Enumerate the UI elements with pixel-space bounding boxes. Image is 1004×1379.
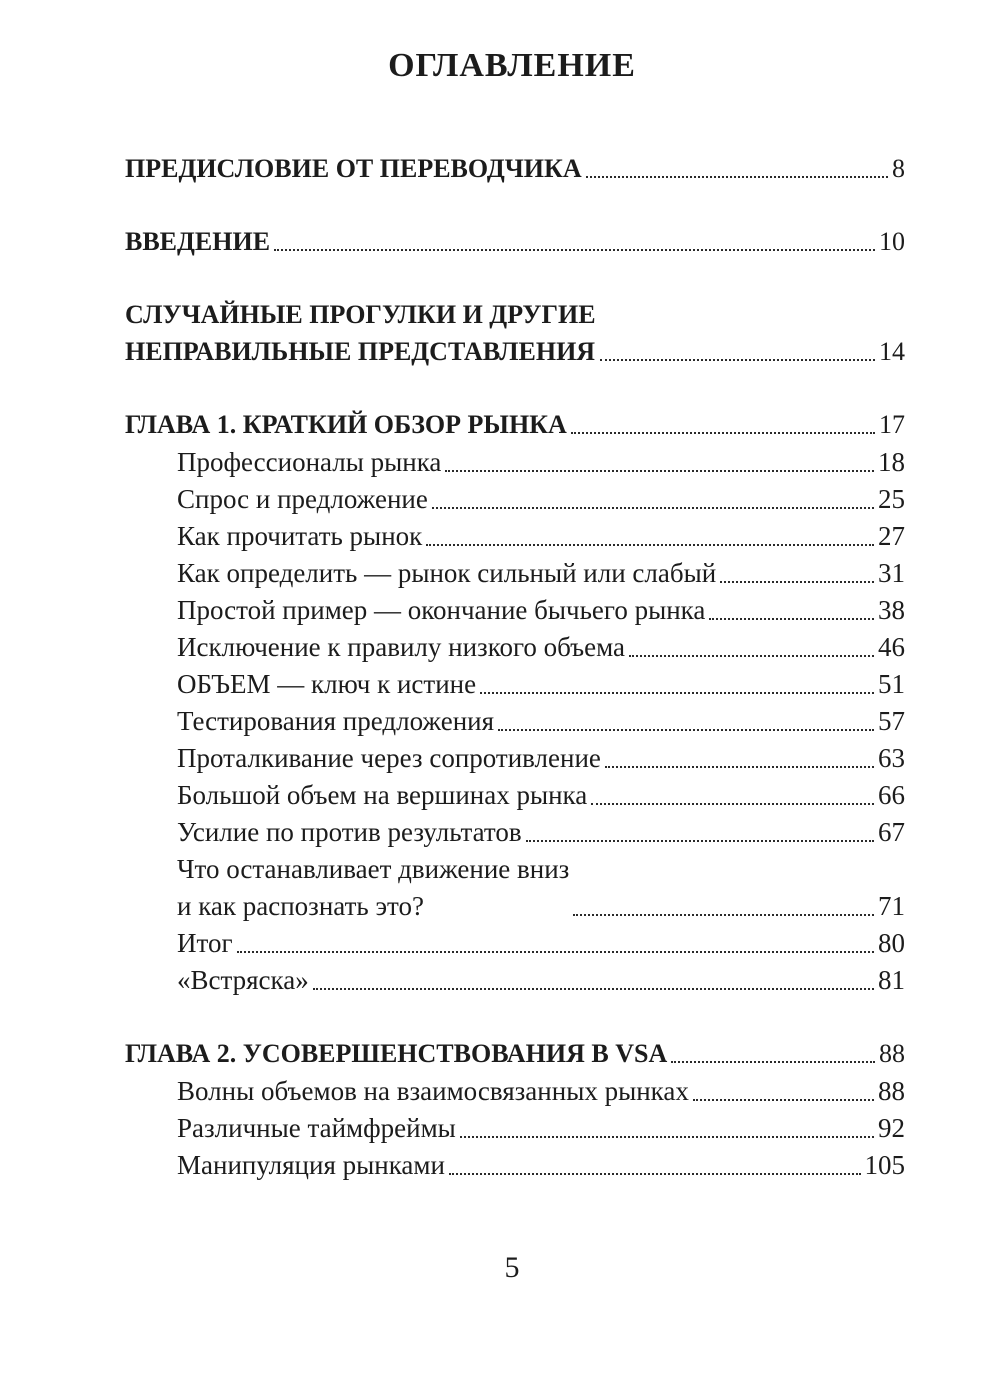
toc-entry-page: 8: [892, 154, 905, 183]
dot-leader: [498, 729, 874, 731]
toc-subentry-page: 31: [878, 558, 905, 588]
toc-subentry[interactable]: [125, 666, 905, 703]
dot-leader: [671, 1061, 875, 1063]
toc-subentry-page: 66: [878, 780, 905, 810]
toc-subentry-title: Профессионалы рынка: [177, 447, 442, 477]
dot-leader: [693, 1099, 874, 1101]
dot-leader: [480, 692, 874, 694]
toc-subentry[interactable]: [125, 592, 905, 629]
dot-leader: [460, 1136, 874, 1138]
dot-leader: [709, 618, 874, 620]
toc-entry-chapter-2[interactable]: [125, 1035, 905, 1072]
toc-subentry-page: 51: [878, 669, 905, 699]
chapter-2-group: [125, 1035, 905, 1184]
toc-entry-page: 14: [879, 337, 905, 366]
toc-subentry-title: Усилие по против результатов: [177, 817, 522, 847]
toc-subentry[interactable]: [125, 962, 905, 999]
table-of-contents: [125, 150, 905, 1220]
toc-subentry-title: Проталкивание через сопротивление: [177, 743, 601, 773]
toc-subentry[interactable]: [125, 629, 905, 666]
toc-subentry-page: 25: [878, 484, 905, 514]
toc-subentry[interactable]: [125, 777, 905, 814]
toc-entry-title: ВВЕДЕНИЕ: [125, 227, 271, 256]
dot-leader: [605, 766, 874, 768]
dot-leader: [449, 1173, 861, 1175]
toc-subentry-title: Исключение к правилу низкого объема: [177, 632, 625, 662]
toc-subentry-title: Манипуляция рынками: [177, 1150, 445, 1180]
toc-subentry-page: 88: [878, 1076, 905, 1106]
toc-subentry-title: Как прочитать рынок: [177, 521, 423, 551]
toc-subentry-page: 92: [878, 1113, 905, 1143]
toc-entry-random-walks[interactable]: [125, 296, 905, 370]
toc-subentry[interactable]: [125, 703, 905, 740]
dot-leader: [526, 840, 874, 842]
toc-entry-title: ГЛАВА 1. КРАТКИЙ ОБЗОР РЫНКА: [125, 410, 567, 439]
dot-leader: [426, 544, 874, 546]
toc-subentry[interactable]: [125, 814, 905, 851]
dot-leader: [720, 581, 874, 583]
toc-entry-chapter-1[interactable]: [125, 406, 905, 443]
toc-subentry-page: 63: [878, 743, 905, 773]
toc-entry-introduction[interactable]: [125, 223, 905, 260]
dot-leader: [445, 470, 874, 472]
toc-subentry-title: «Встряска»: [177, 965, 309, 995]
toc-subentry-page: 71: [878, 891, 905, 921]
toc-subentry-page: 80: [878, 928, 905, 958]
toc-subentry-title: Различные таймфреймы: [177, 1113, 456, 1143]
dot-leader: [274, 249, 875, 251]
toc-subentry[interactable]: [125, 1073, 905, 1110]
toc-subentry[interactable]: [125, 1110, 905, 1147]
toc-entry-page: 17: [879, 410, 905, 439]
toc-entry-preface[interactable]: [125, 150, 905, 187]
toc-subentry[interactable]: [125, 925, 905, 962]
toc-subentry-page: 57: [878, 706, 905, 736]
toc-subentry-page: 18: [878, 447, 905, 477]
toc-subentry-page: 105: [864, 1150, 905, 1180]
dot-leader: [591, 803, 874, 805]
toc-subentry[interactable]: [125, 1147, 905, 1184]
toc-entry-title: ГЛАВА 2. УСОВЕРШЕНСТВОВАНИЯ В VSA: [125, 1039, 668, 1068]
toc-subentry-page: 81: [878, 965, 905, 995]
dot-leader: [237, 951, 874, 953]
chapter-1-group: [125, 406, 905, 999]
dot-leader: [586, 176, 888, 178]
toc-subentry[interactable]: [125, 481, 905, 518]
dot-leader: [573, 914, 874, 916]
toc-subentry-page: 27: [878, 521, 905, 551]
toc-subentry[interactable]: [125, 851, 905, 925]
toc-entry-title: СЛУЧАЙНЫЕ ПРОГУЛКИ И ДРУГИЕ НЕПРАВИЛЬНЫЕ ПРЕДСТАВЛЕНИЯ: [125, 300, 596, 366]
toc-entry-page: 10: [879, 227, 905, 256]
toc-subentry-title: Спрос и предложение: [177, 484, 428, 514]
toc-subentry[interactable]: [125, 555, 905, 592]
toc-subentry[interactable]: [125, 740, 905, 777]
toc-entry-page: 88: [879, 1039, 905, 1068]
toc-subentry[interactable]: [125, 518, 905, 555]
toc-subentry-title: Волны объемов на взаимосвязанных рынках: [177, 1076, 689, 1106]
toc-subentry-page: 67: [878, 817, 905, 847]
dot-leader: [313, 988, 874, 990]
dot-leader: [432, 507, 874, 509]
toc-subentry-title: Итог: [177, 928, 233, 958]
toc-subentry[interactable]: [125, 444, 905, 481]
toc-subentry-title: Большой объем на вершинах рынка: [177, 780, 588, 810]
toc-subentry-page: 38: [878, 595, 905, 625]
page-number: 5: [504, 1251, 520, 1284]
dot-leader: [571, 432, 875, 434]
toc-entry-title: ПРЕДИСЛОВИЕ ОТ ПЕРЕВОДЧИКА: [125, 154, 582, 183]
dot-leader: [629, 655, 874, 657]
toc-subentry-title: ОБЪЕМ — ключ к истине: [177, 669, 477, 699]
dot-leader: [600, 359, 875, 361]
toc-subentry-title: Тестирования предложения: [177, 706, 495, 736]
toc-subentry-page: 46: [878, 632, 905, 662]
toc-subentry-title: Простой пример — окончание бычьего рынка: [177, 595, 706, 625]
toc-subentry-title: Как определить — рынок сильный или слабый: [177, 558, 717, 588]
page-title: ОГЛАВЛЕНИЕ: [388, 47, 636, 84]
toc-subentry-title: Что останавливает движение вниз и как распознать это?: [177, 854, 570, 921]
